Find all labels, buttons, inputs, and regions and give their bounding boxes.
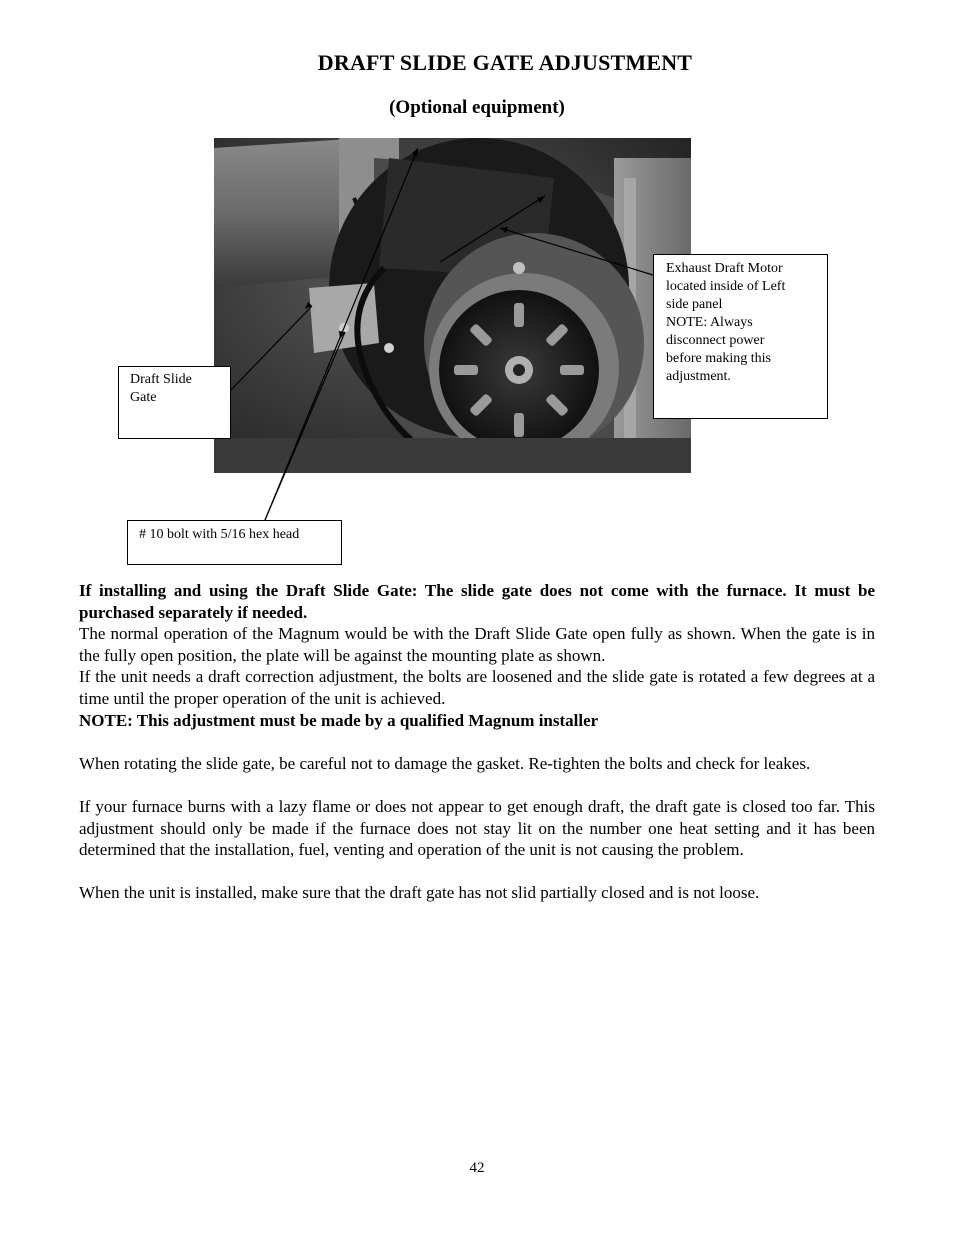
callout-line: NOTE: Always: [666, 315, 753, 330]
paragraph-gasket: When rotating the slide gate, be careful not to damage the gasket. Re-tighten the bolts and check for leakes.: [79, 753, 811, 773]
callout-line: before making this: [666, 351, 771, 366]
paragraph-lazy-flame: If your furnace burns with a lazy flame or does not appear to get enough draft, the draft gate is closed too far. This adjustment should only be made if the furnace does not stay lit on the number one heat setting and it has been determined that the installation, fuel, venting and operation of the unit is not causing the problem.: [79, 796, 875, 860]
paragraph-installed-check: When the unit is installed, make sure that the draft gate has not slid partially closed and is not loose.: [79, 883, 760, 903]
callout-line: Draft Slide: [130, 372, 192, 387]
page-title: DRAFT SLIDE GATE ADJUSTMENT: [317, 50, 693, 75]
paragraph-normal-operation: The normal operation of the Magnum would be with the Draft Slide Gate open fully as shown. When the gate is in the fully open position, the plate will be against the mounting plate as shown.: [79, 624, 875, 665]
callout-exhaust-draft-motor: [653, 254, 828, 419]
callout-line: Gate: [130, 390, 157, 405]
paragraph-purchase-note: If installing and using the Draft Slide Gate: The slide gate does not come with the furnace. It must be purchased separately if needed.: [79, 581, 875, 622]
paragraph-adjustment: If the unit needs a draft correction adjustment, the bolts are loosened and the slide gate is rotated a few degrees at a time until the proper operation of the unit is achieved.: [79, 667, 875, 708]
callout-line: side panel: [666, 297, 723, 312]
callout-line: disconnect power: [666, 333, 765, 348]
callout-line: located inside of Left: [666, 279, 786, 294]
page-number: 42: [469, 1160, 485, 1176]
callout-bolt: [127, 520, 342, 565]
callout-draft-slide-gate: [118, 366, 231, 439]
paragraph-installer-note: NOTE: This adjustment must be made by a qualified Magnum installer: [79, 710, 599, 730]
callout-line: adjustment.: [666, 369, 731, 384]
callout-line: Exhaust Draft Motor: [666, 261, 783, 276]
page-subtitle: (Optional equipment): [389, 97, 565, 118]
body-text: [79, 580, 875, 904]
callout-line: # 10 bolt with 5/16 hex head: [139, 527, 300, 542]
